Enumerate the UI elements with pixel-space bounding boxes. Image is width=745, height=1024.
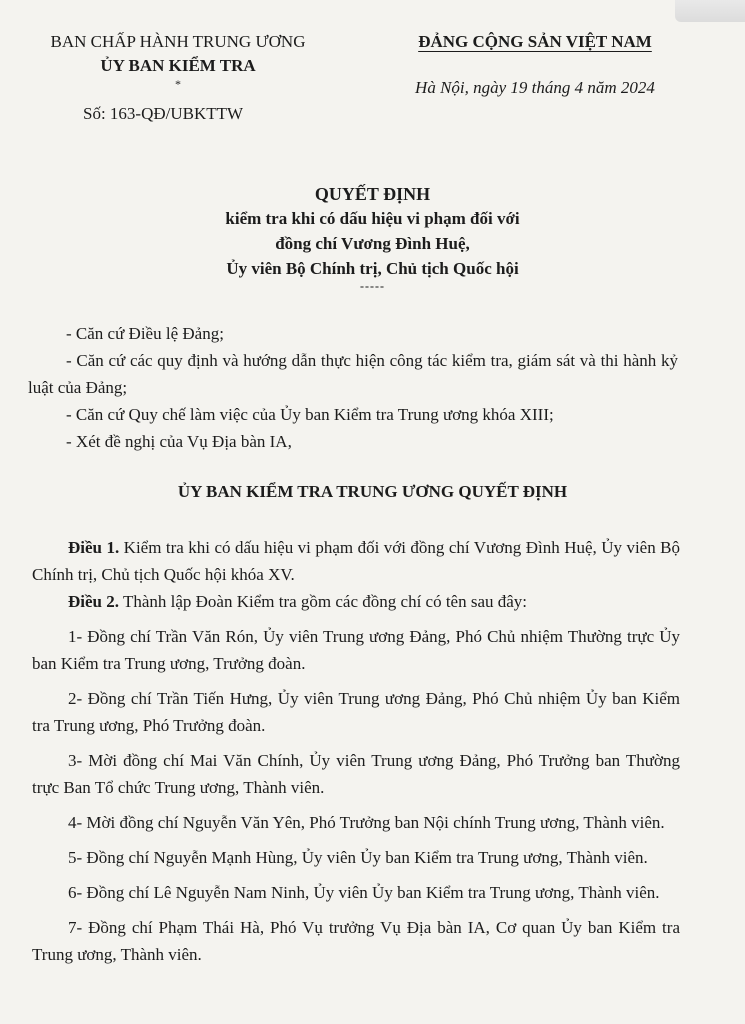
issuing-agency (28, 30, 328, 90)
member-item: 5- Đồng chí Nguyễn Mạnh Hùng, Ủy viên Ủy ban Kiểm tra Trung ương, Thành viên. (68, 848, 648, 867)
document-number: Số: 163-QĐ/UBKTTW (83, 104, 244, 123)
member-item: 2- Đồng chí Trần Tiến Hưng, Ủy viên Trung ương Đảng, Phó Chủ nhiệm Ủy ban Kiểm tra Trung ương, Phó Trưởng đoàn. (32, 689, 680, 735)
title-line-1: kiểm tra khi có dấu hiệu vi phạm đối với (225, 209, 520, 228)
article-1 (32, 534, 680, 588)
article-2-label: Điều 2. (68, 592, 119, 611)
page-corner (675, 0, 745, 22)
basis-item: - Xét đề nghị của Vụ Địa bàn IA, (66, 432, 292, 451)
title-line-3: Ủy viên Bộ Chính trị, Chủ tịch Quốc hội (226, 259, 519, 278)
article-1-text: Kiểm tra khi có dấu hiệu vi phạm đối với đồng chí Vương Đình Huệ, Ủy viên Bộ Chính trị, Chủ tịch Quốc hội khóa XV. (32, 538, 681, 584)
document-title (0, 182, 745, 291)
title-line-2: đồng chí Vương Đình Huệ, (275, 234, 470, 253)
articles (32, 534, 680, 968)
article-1-label: Điều 1. (68, 538, 120, 557)
member-item: 4- Mời đồng chí Nguyễn Văn Yên, Phó Trưởng ban Nội chính Trung ương, Thành viên. (68, 813, 665, 832)
basis-item: - Căn cứ Quy chế làm việc của Ủy ban Kiểm tra Trung ương khóa XIII; (66, 405, 554, 424)
member-item: 6- Đồng chí Lê Nguyễn Nam Ninh, Ủy viên Ủy ban Kiểm tra Trung ương, Thành viên. (68, 883, 660, 902)
basis-item: - Căn cứ Điều lệ Đảng; (66, 324, 224, 343)
article-2-text: Thành lập Đoàn Kiểm tra gồm các đồng chí có tên sau đây: (119, 592, 528, 611)
member-item: 7- Đồng chí Phạm Thái Hà, Phó Vụ trưởng Vụ Địa bàn IA, Cơ quan Ủy ban Kiểm tra Trung ương, Thành viên. (32, 918, 680, 964)
title-divider: ----- (360, 279, 385, 293)
legal-basis (28, 320, 678, 455)
title-main: QUYẾT ĐỊNH (314, 184, 431, 204)
agency-name: ỦY BAN KIỂM TRA (100, 56, 256, 75)
member-item: 3- Mời đồng chí Mai Văn Chính, Ủy viên Trung ương Đảng, Phó Trưởng ban Thường trực Ban Tổ chức Trung ương, Thành viên. (32, 751, 680, 797)
party-name: ĐẢNG CỘNG SẢN VIỆT NAM (418, 32, 652, 51)
party-header (385, 30, 685, 100)
star-mark: * (175, 77, 181, 91)
decision-heading: ỦY BAN KIỂM TRA TRUNG ƯƠNG QUYẾT ĐỊNH (177, 482, 568, 501)
article-2 (32, 588, 680, 615)
member-item: 1- Đồng chí Trần Văn Rón, Ủy viên Trung ương Đảng, Phó Chủ nhiệm Thường trực Ủy ban Kiểm tra Trung ương, Trưởng đoàn. (32, 627, 680, 673)
basis-item: - Căn cứ các quy định và hướng dẫn thực hiện công tác kiểm tra, giám sát và thi hành kỷ luật của Đảng; (28, 351, 678, 397)
agency-parent: BAN CHẤP HÀNH TRUNG ƯƠNG (50, 32, 306, 51)
issue-date: Hà Nội, ngày 19 tháng 4 năm 2024 (415, 78, 655, 97)
